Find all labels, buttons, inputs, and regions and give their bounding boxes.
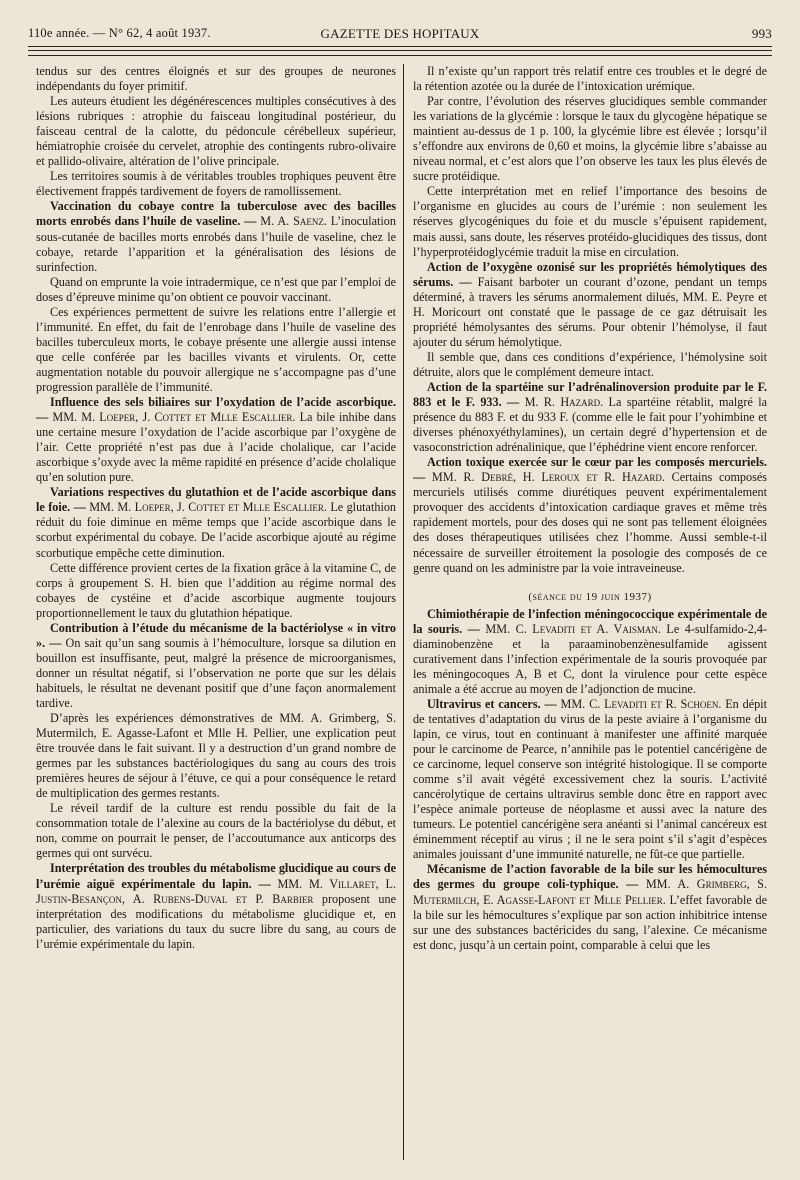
- paragraph: [36, 169, 396, 199]
- article-title: Action de l’oxygène ozonisé sur les propriétés hémolytiques des sérums. —: [413, 259, 767, 289]
- paragraph: [36, 64, 396, 94]
- paragraph-text: Ces expériences permettent de suivre les relations entre l’allergie et l’immunité. En effet, du fait de l’enrobage dans l’huile de vaseline des bacilles tuberculeux morts, le cobaye présente une allergie aussi intense que celle conférée par les bacilles vivants et virulents. Or, cette augmentation notable du pouvoir allergique ne s’accompagne pas d’une progression parallèle de l’immunité.: [36, 304, 396, 394]
- paragraph: [36, 305, 396, 395]
- paragraph: [36, 621, 396, 711]
- journal-title: GAZETTE DES HOPITAUX: [320, 26, 480, 41]
- article-authors: MM. A. Grimberg, S. Mutermilch, E. Agasse-Lafont et Mlle Pellier.: [413, 877, 767, 907]
- paragraph: [36, 711, 396, 801]
- paragraph: [413, 64, 767, 94]
- paragraph: [413, 260, 767, 350]
- paragraph-text: Par contre, l’évolution des réserves glucidiques semble commander les variations de la glycémie : lorsque le taux du glycogène hépatique se maintient au-dessus de 1 p. 100, la glycémie libre est élevée ; lorsqu’il s’effondre aux environs de 0,60 et moins, la glycémie libre s’abaisse au niveau normal, et c’est alors que l’on observe les taux les plus élevés de sucre protéidique.: [413, 94, 767, 184]
- paragraph-text: Faisant barboter un courant d’ozone, pendant un temps déterminé, à travers les sérums anormalement dilués, MM. E. Peyre et H. Moricourt ont constaté que le passage de ce gaz détruisait les propriété hémolysantes des sérums. Pour obtenir l’hémolyse, il faut ajouter du sérum hémolytique.: [413, 274, 767, 349]
- article-title: Ultravirus et cancers. —: [427, 696, 557, 711]
- running-header: [28, 22, 772, 44]
- paragraph: [413, 184, 767, 259]
- session-heading: (séance du 19 juin 1937): [528, 590, 652, 603]
- article-title: Influence des sels biliaires sur l’oxydation de l’acide ascorbique. —: [36, 395, 396, 425]
- paragraph-text: La spartéine rétablit, malgré la présence du 883 F. et du 933 F. (comme elle le fait pour l’yohimbine et diverses phénoxyéthylamines), un certain degré d’hypertension et de vasoconstriction adrénalinique, que l’éphédrine vient encore renforcer.: [413, 395, 767, 455]
- paragraph: [36, 561, 396, 621]
- paragraph-text: Le glutathion réduit du foie diminue en même temps que l’acide ascorbique dans le scorbut expérimental du cobaye. De l’acide ascorbique ajouté au régime scorbutique empêche cette diminution.: [36, 500, 397, 560]
- article-title: Vaccination du cobaye contre la tuberculose avec des bacilles morts enrobés dans l’huile de vaseline. —: [36, 199, 396, 229]
- article-title: Contribution à l’étude du mécanisme de la bactériolyse « in vitro ». —: [36, 620, 396, 650]
- year-label: 110e année.: [28, 26, 90, 40]
- header-rule: [28, 50, 772, 51]
- article-authors: M. A. Saenz.: [260, 214, 327, 229]
- article-authors: M. R. Hazard.: [524, 395, 604, 410]
- article-authors: MM. R. Debré, H. Leroux et R. Hazard.: [431, 470, 665, 485]
- paragraph: [413, 862, 767, 952]
- paragraph-text: Les auteurs étudient les dégénérescences multiples consécutives à des lésions rubriques : atrophie du faisceau longitudinal postérieur, du faisceau central de la calotte, du pédoncule cérébelleux supérieur, hémiatrophie croisée du cervelet, atrophie des contingents rubro-olivaire et pallido-olivaire, altération de l’olive principale.: [36, 94, 396, 169]
- paragraph-text: Certains composés mercuriels utilisés comme diurétiques peuvent expérimentalement provoquer des accidents d’intoxication cardiaque graves et même très rapidement mortels, pour des doses qui ne sont pas tellement éloignées des doses thérapeutiques utilisées chez l’homme. Aussi semble-t-il nécessaire de surveiller étroitement la posologie des composés de ce genre quand on les administre par la voie intraveineuse.: [413, 470, 768, 575]
- article-authors: MM. M. Loeper, J. Cottet et Mlle Escallier.: [52, 410, 296, 425]
- paragraph-text: La bile inhibe dans une certaine mesure l’oxydation de l’acide ascorbique par l’oxygène de l’air. Cette propriété n’est pas due à l’acide cholalique, car l’acide ascorbique s’oxyde avec la même rapidité en présence d’acide cholalique qu’en solution pure.: [36, 410, 397, 485]
- paragraph: [36, 801, 396, 861]
- separator: —: [92, 26, 106, 40]
- paragraph: [413, 350, 767, 380]
- article-title: Action toxique exercée sur le cœur par les composés mercuriels.—: [413, 455, 767, 485]
- right-column: [413, 64, 767, 953]
- left-column: [36, 64, 396, 952]
- paragraph: [413, 607, 767, 697]
- paragraph: [36, 199, 396, 274]
- paragraph-text: L’inoculation sous-cutanée de bacilles morts enrobés dans l’huile de vaseline, chez le cobaye, retarde l’apparition et la généralisation des lésions de surinfection.: [36, 214, 396, 274]
- article-title: Chimiothérapie de l’infection méningococcique expérimentale de la souris. —: [413, 606, 767, 636]
- article-authors: MM. M. Loeper, J. Cottet et Mlle Escallier.: [89, 500, 327, 515]
- article-title: Mécanisme de l’action favorable de la bile sur les hémocultures des germes du groupe coli-typhique. —: [413, 862, 767, 892]
- paragraph-text: D’après les expériences démonstratives de MM. A. Grimberg, S. Mutermilch, E. Agasse-Lafont et Mlle H. Pellier, une explication peut être trouvée dans le fait suivant. Il y a destruction d’un grand nombre de germes par les substances bactériologiques du sang au cours des trois premières heures de séjour à l’étuve, ce qui a pour conséquence le retard de multiplication des germes restants.: [36, 711, 396, 801]
- paragraph-text: On sait qu’un sang soumis à l’hémoculture, lorsque sa dilution en bouillon est insuffisante, peut, malgré la présence de microorganismes, donner un résultat négatif, si l’observation ne porte que sur les délais habituels, le résultat ne devenant positif que d’une façon anormalement tardive.: [36, 635, 397, 710]
- paragraph-text: Cette interprétation met en relief l’importance des besoins de l’organisme en glucides au cours de l’urémie : non seulement les réserves glycogéniques du foie et du muscle s’épuisent rapidement, mais aussi, sans doute, les réserves protéido-glucidiques des tissus, dont l’hyperprotéidoglycémie traduit la mise en circulation.: [413, 184, 767, 259]
- article-title: Interprétation des troubles du métabolisme glucidique au cours de l’urémie aiguë expérimentale du lapin. —: [36, 861, 396, 891]
- column-divider: [403, 64, 404, 1160]
- article-authors: MM. M. Villaret, L. Justin-Besançon, A. Rubens-Duval et P. Barbier: [36, 876, 396, 906]
- paragraph-text: tendus sur des centres éloignés et sur des groupes de neurones indépendants du foyer primitif.: [36, 64, 396, 94]
- article-title: Action de la spartéine sur l’adrénalinoversion produite par le F. 883 et le F. 933. —: [413, 379, 767, 410]
- paragraph-text: Les territoires soumis à de véritables troubles trophiques peuvent être électivement frappés tardivement de foyers de ramollissement.: [36, 169, 396, 199]
- header-rule: [28, 46, 772, 47]
- paragraph: [413, 94, 767, 184]
- article-title: Variations respectives du glutathion et de l’acide ascorbique dans le foie. —: [36, 485, 396, 515]
- paragraph: [36, 275, 396, 305]
- paragraph-text: Le 4-sulfamido-2,4-diaminobenzène et la paraaminobenzènesulfamide agissent curativement dans l’infection expérimentale de la souris provoquée par les méningocoques A, B et C, dont la virulence pour cette espèce animale a été accrue au moyen de l’adjonction de mucine.: [413, 621, 768, 696]
- paragraph: [413, 380, 767, 455]
- article-authors: MM. C. Levaditi et R. Schoen.: [560, 696, 722, 711]
- paragraph-text: L’effet favorable de la bile sur les hémocultures s’explique par son action inhibitrice intense sur une des substances bactéricides du sang, l’alexine. Ce mécanisme est donc, jusqu’à un certain point, comparable à celui que les: [413, 892, 767, 952]
- paragraph: [36, 395, 396, 485]
- page-number: 993: [751, 26, 772, 41]
- paragraph-text: Cette différence provient certes de la fixation grâce à la vitamine C, de corps à groupement S. H. bien que l’addition au régime normal des cobayes de cystéine et d’acide ascorbique augmente toujours proportionnellement le taux du glutathion hépatique.: [36, 560, 396, 620]
- paragraph: [36, 94, 396, 169]
- paragraph: [413, 455, 767, 575]
- paragraph-text: Il semble que, dans ces conditions d’expérience, l’hémolysine soit détruite, alors que le complément demeure intact.: [413, 349, 767, 379]
- paragraph-text: En dépit de tentatives d’adaptation du virus de la peste aviaire à l’organisme du lapin, ce virus, tout en continuant à manifester une affinité marquée pour le carcinome de Pearce, n’annihile pas le potentiel cancérigène de ce carcinome, lequel conserve son intégrité histologique. Il se comporte comme s’il avait végété excessivement chez la souris. L’activité cancérolytique de certains ultravirus semble donc être en rapport avec l’espèce animale porteuse de néoplasme et aussi avec la nature des tumeurs. Le potentiel cancérigène sera anéanti si l’animal cancéreux est éminemment réceptif au virus ; il ne le sera point s’il s’agit d’espèces animales jouissant d’une immunité naturelle, ne fût-ce que partielle.: [413, 696, 767, 862]
- paragraph-text: Il n’existe qu’un rapport très relatif entre ces troubles et le degré de la rétention azotée ou la durée de l’intoxication urémique.: [413, 64, 767, 94]
- paragraph-text: Quand on emprunte la voie intradermique, ce n’est que par l’emploi de doses d’épreuve minime qu’on obtient ce pouvoir vaccinant.: [36, 274, 396, 304]
- paragraph: [413, 697, 767, 863]
- issue-date: N° 62, 4 août 1937.: [108, 26, 211, 40]
- paragraph-text: Le réveil tardif de la culture est rendu possible du fait de la consommation totale de l’alexine au cours de la bactériolyse du début, et non, comme on pourrait le penser, de l’accoutumance aux anticorps des germes qui ont survécu.: [36, 801, 396, 861]
- paragraph: [36, 861, 396, 951]
- paragraph-text: proposent une interprétation des modifications du métabolisme glucidique et, en particulier, des variations du taux du sucre libre du sang, au cours de l’urémie expérimentale du lapin.: [36, 891, 396, 951]
- header-rule: [28, 55, 772, 56]
- paragraph: [36, 485, 396, 560]
- article-authors: MM. C. Levaditi et A. Vaisman.: [485, 621, 661, 636]
